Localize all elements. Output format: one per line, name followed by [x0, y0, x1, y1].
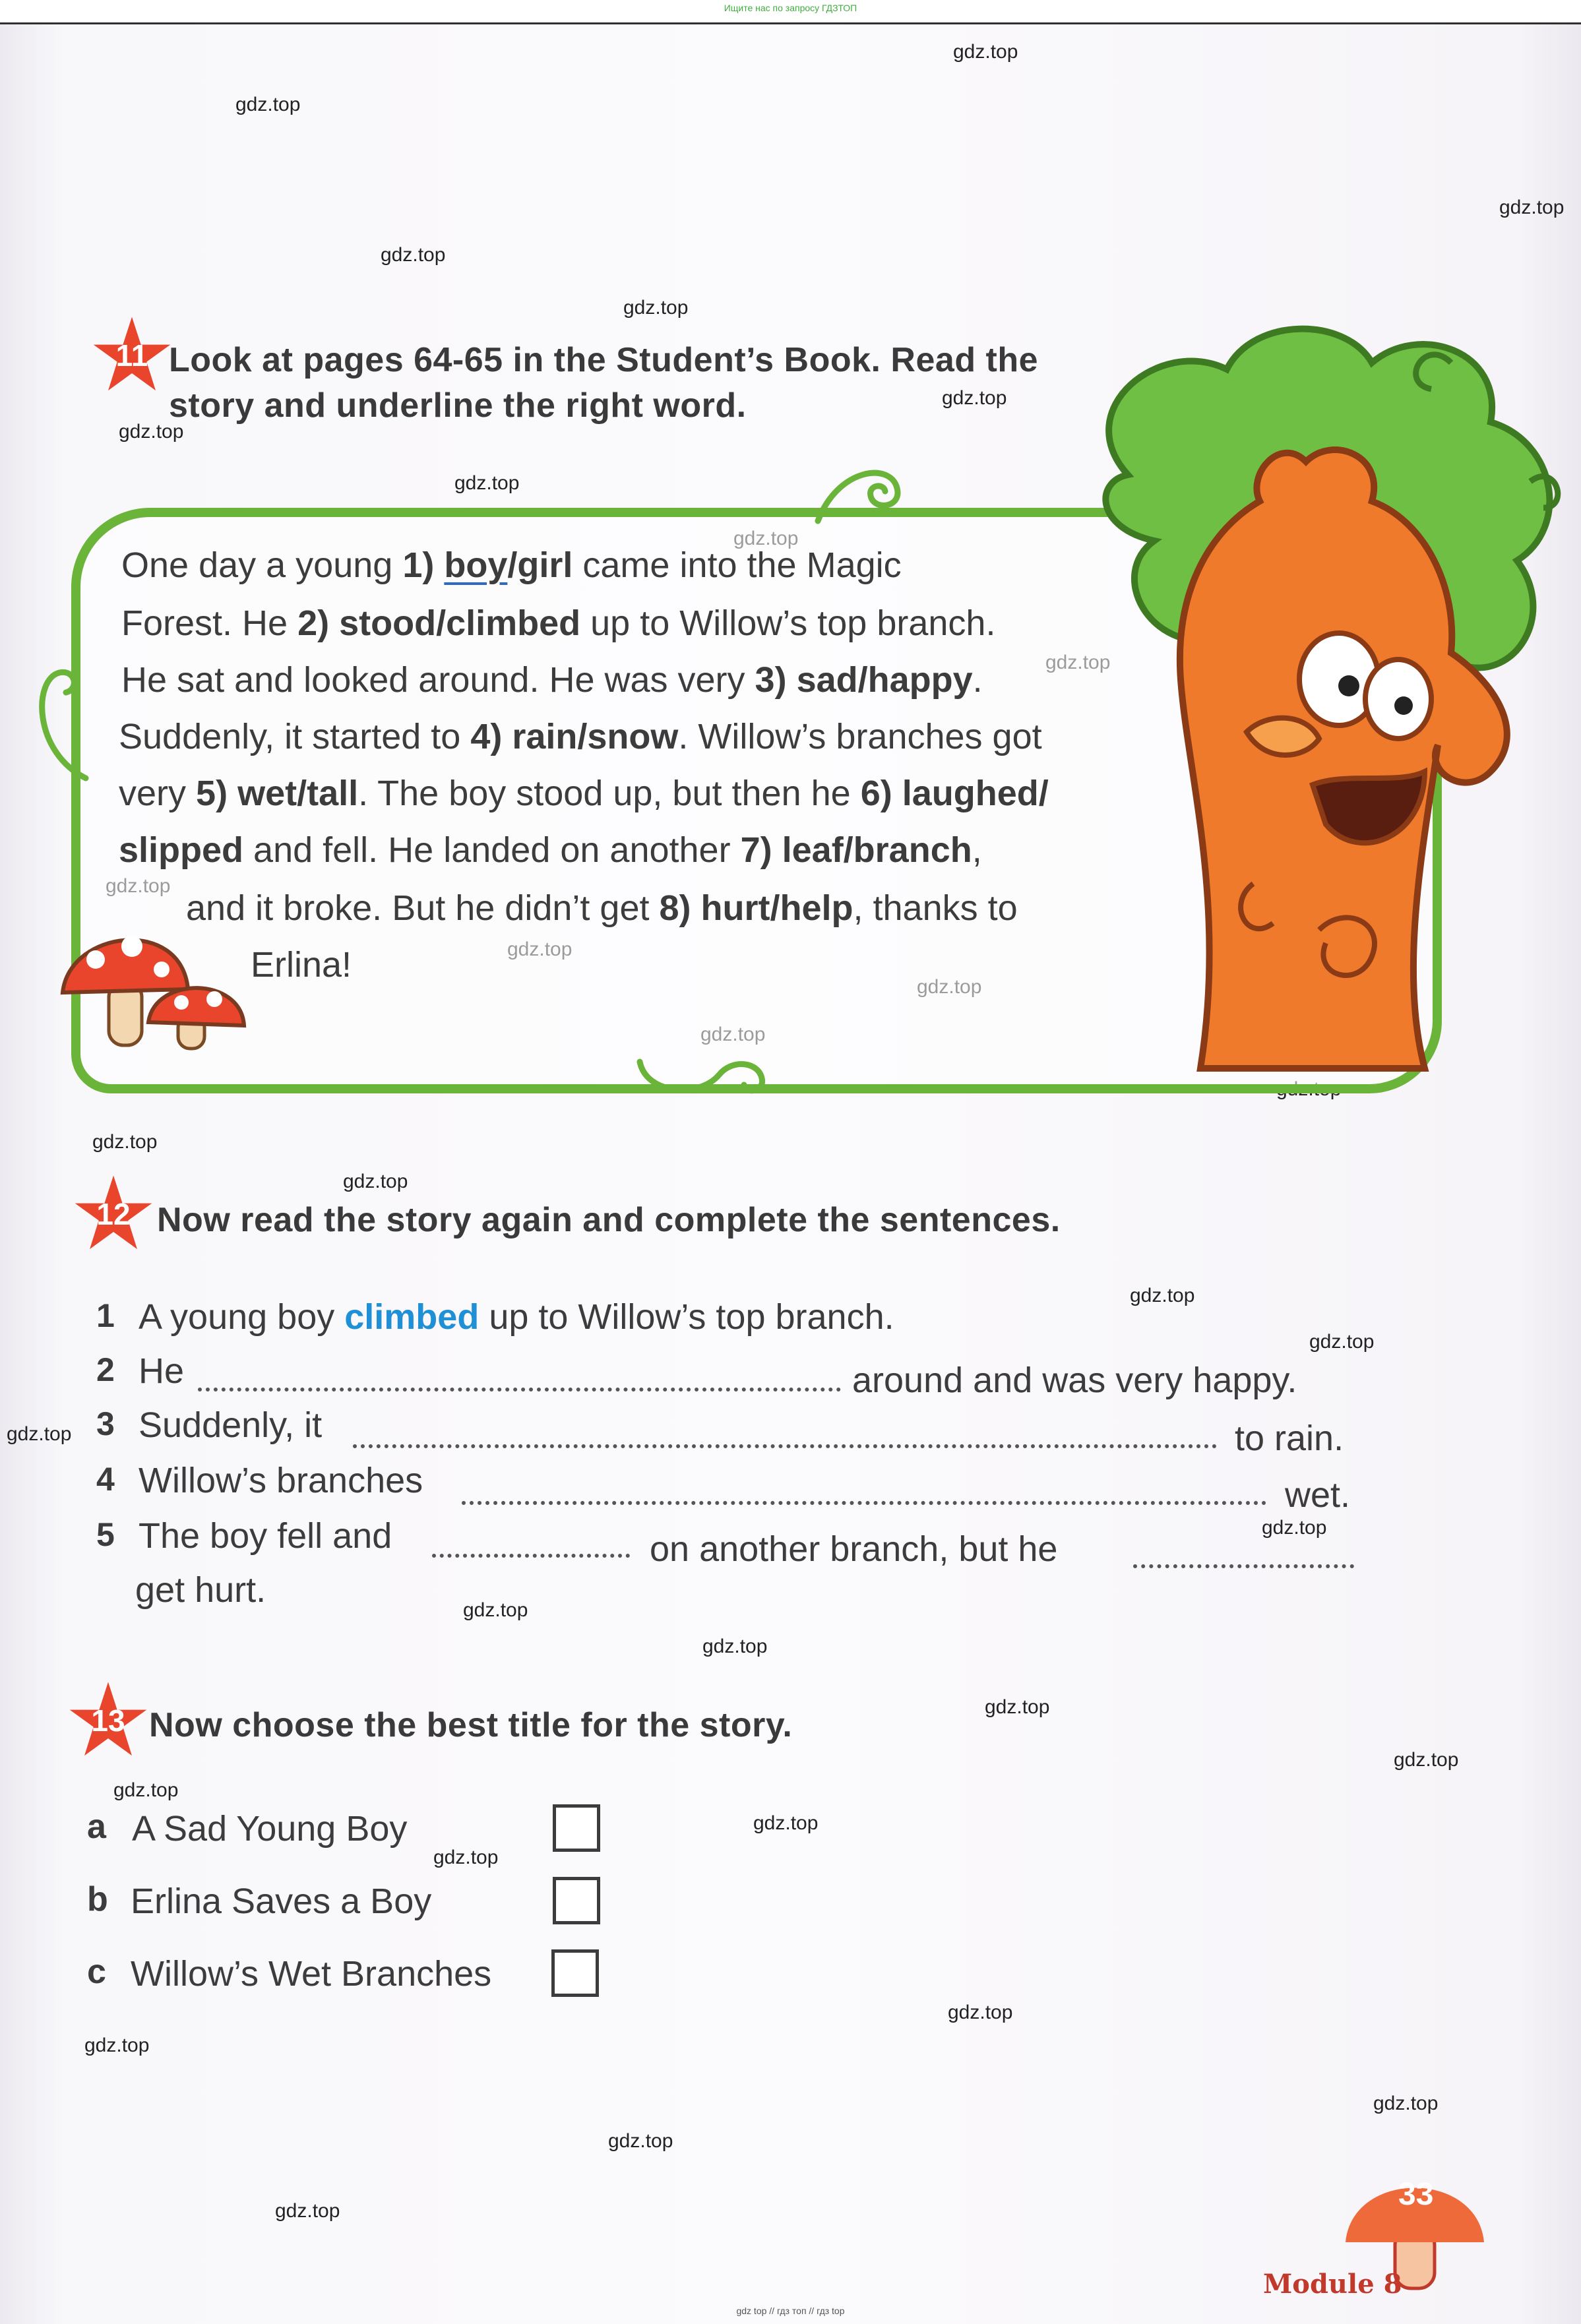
option-letter: c [87, 1953, 106, 1991]
top-banner [0, 0, 1581, 24]
option-separator: / [507, 545, 518, 585]
sentence-text: up to Willow’s top branch. [479, 1297, 894, 1337]
watermark: gdz.top [702, 1636, 768, 1657]
answer-blank[interactable] [353, 1444, 1217, 1448]
sentence-5-start: The boy fell and [139, 1516, 392, 1556]
option-letter: b [87, 1880, 108, 1918]
watermark: gdz.top [463, 1599, 528, 1621]
sentence-4-end: wet. [1285, 1475, 1351, 1515]
watermark: gdz.top [92, 1131, 158, 1153]
gap-number: 1) [402, 545, 435, 585]
story-text: came into the Magic [573, 545, 902, 585]
option-checkbox[interactable] [551, 1949, 599, 1997]
top-banner-text: Ищите нас по запросу ГДЗТОП [724, 3, 857, 13]
story-line-6 [119, 830, 982, 871]
story-line-8: Erlina! [251, 945, 352, 985]
option-words[interactable]: hurt/help [700, 888, 853, 928]
swirl-decoration [20, 653, 92, 785]
option-title: Willow’s Wet Branches [131, 1954, 492, 1994]
option-words[interactable]: sad/happy [796, 660, 973, 700]
sentence-2-end: around and was very happy. [852, 1361, 1297, 1400]
gap-number: 3) [755, 660, 787, 700]
sentence-2-start: He [139, 1351, 185, 1391]
gap-number: 7) [740, 830, 772, 870]
option-letter: a [87, 1808, 106, 1846]
story-text: Forest. He [121, 603, 298, 643]
watermark: gdz.top [1262, 1517, 1327, 1539]
watermark: gdz.top [454, 472, 520, 494]
option-words[interactable]: slipped [119, 830, 244, 870]
watermark: gdz.top [433, 1847, 499, 1868]
willow-tree-illustration [1029, 310, 1576, 1075]
sentence-3-start: Suddenly, it [139, 1405, 323, 1445]
story-text: and it broke. But he didn’t get [186, 888, 660, 928]
story-text: . Willow’s branches got [678, 717, 1042, 756]
watermark: gdz.top [235, 94, 301, 115]
watermark: gdz.top [948, 2002, 1013, 2023]
watermark: gdz.top [275, 2200, 340, 2222]
watermark: gdz.top [7, 1423, 72, 1445]
gap-number: 8) [659, 888, 691, 928]
sentence-text: A young boy [139, 1297, 345, 1337]
option-word-underlined[interactable]: boy [444, 545, 508, 585]
option-title: A Sad Young Boy [132, 1809, 408, 1849]
option-words[interactable]: laughed/ [902, 774, 1049, 813]
watermark: gdz.top [343, 1171, 408, 1192]
option-words[interactable]: rain/snow [512, 717, 679, 756]
story-line-3 [121, 659, 983, 700]
swirl-decoration [811, 455, 910, 528]
watermark: gdz.top [1373, 2093, 1439, 2114]
story-text: , thanks to [853, 888, 1018, 928]
answer-blank[interactable] [462, 1501, 1266, 1505]
sentence-number: 4 [96, 1461, 115, 1498]
gap-number: 2) [297, 603, 330, 643]
watermark: gdz.top [985, 1696, 1050, 1718]
swirl-decoration [627, 1049, 785, 1108]
watermark: gdz.top [1394, 1749, 1459, 1771]
watermark: gdz.top [84, 2034, 150, 2056]
module-label: Module 8 [1263, 2269, 1402, 2300]
watermark: gdz.top [942, 387, 1007, 409]
option-word[interactable]: girl [517, 545, 573, 585]
watermark: gdz.top [953, 41, 1018, 63]
story-text: One day a young [121, 545, 403, 585]
sentence-number: 3 [96, 1405, 115, 1442]
sentence-4-start: Willow’s branches [139, 1461, 423, 1500]
gap-number: 5) [196, 774, 228, 813]
story-text: He sat and looked around. He was very [121, 660, 755, 700]
watermark: gdz.top [623, 297, 689, 319]
watermark: gdz.top [1130, 1285, 1195, 1306]
exercise-title: Now read the story again and complete the sentences. [157, 1201, 1061, 1239]
story-text: Suddenly, it started to [119, 717, 471, 756]
gap-number: 4) [470, 717, 503, 756]
filled-answer: climbed [344, 1297, 480, 1337]
exercise-title-line2: story and underline the right word. [169, 386, 747, 425]
mushrooms-illustration [56, 903, 254, 1055]
watermark: gdz.top [381, 244, 446, 266]
sentence-1 [139, 1297, 894, 1337]
watermark: gdz.top [1309, 1331, 1375, 1353]
answer-blank[interactable] [432, 1554, 630, 1558]
watermark: gdz.top [753, 1812, 819, 1834]
watermark: gdz.top [119, 421, 184, 443]
answer-blank[interactable] [1133, 1564, 1354, 1568]
story-text: and fell. He landed on another [243, 830, 741, 870]
story-text: , [972, 830, 982, 870]
sentence-number: 2 [96, 1351, 115, 1388]
watermark: gdz.top [1499, 197, 1565, 218]
option-words[interactable]: wet/tall [237, 774, 359, 813]
watermark: gdz.top [113, 1779, 179, 1801]
exercise-title-line1: Look at pages 64-65 in the Student’s Book. Read the [169, 341, 1039, 379]
story-line-4 [119, 716, 1042, 757]
option-checkbox[interactable] [553, 1877, 600, 1924]
sentence-number: 1 [96, 1297, 115, 1334]
story-line-1 [121, 545, 902, 586]
gap-number: 6) [860, 774, 892, 813]
option-checkbox[interactable] [553, 1804, 600, 1852]
exercise-number: 12 [96, 1197, 131, 1231]
option-words[interactable]: stood/climbed [339, 603, 581, 643]
sentence-5-end: get hurt. [135, 1570, 266, 1610]
sentence-number: 5 [96, 1516, 115, 1553]
story-text: . The boy stood up, but then he [358, 774, 861, 813]
story-line-2 [121, 603, 995, 644]
watermark: gdz.top [608, 2130, 673, 2152]
option-words[interactable]: leaf/branch [782, 830, 972, 870]
answer-blank[interactable] [198, 1388, 841, 1391]
exercise-number: 11 [115, 338, 148, 373]
exercise-title: Now choose the best title for the story. [149, 1706, 793, 1744]
exercise-number: 13 [91, 1703, 125, 1738]
option-title: Erlina Saves a Boy [131, 1881, 432, 1921]
story-text: up to Willow’s top branch. [580, 603, 996, 643]
story-line-7 [186, 888, 1018, 929]
sentence-3-end: to rain. [1235, 1419, 1344, 1458]
story-text: very [119, 774, 197, 813]
bottom-banner-text: gdz top // гдз топ // гдз top [736, 2306, 845, 2316]
story-text: . [972, 660, 983, 700]
page-number: 33 [1398, 2177, 1434, 2212]
sentence-5-middle: on another branch, but he [650, 1529, 1058, 1569]
story-line-5 [119, 773, 1049, 814]
